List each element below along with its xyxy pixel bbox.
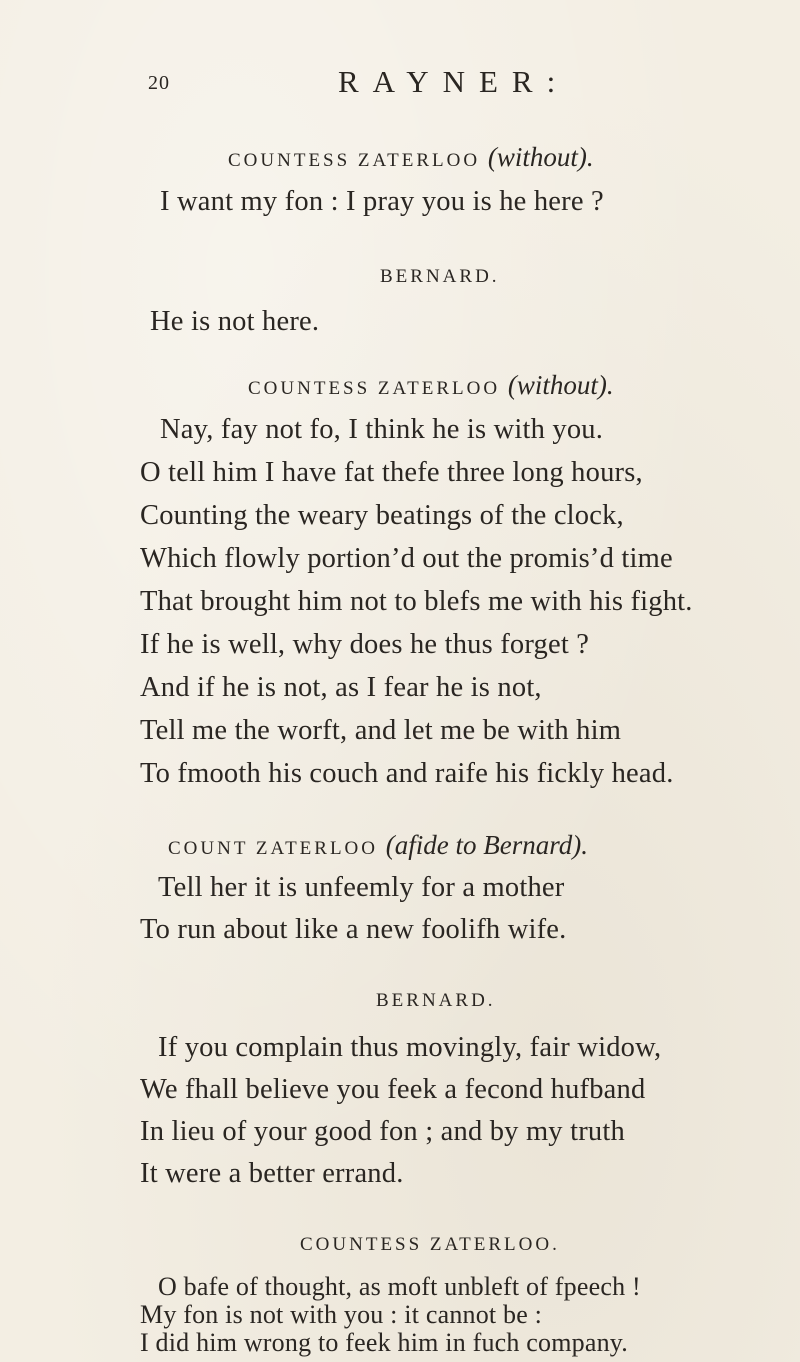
verse-line: In lieu of your good fon ; and by my truth: [140, 1116, 625, 1147]
verse-line: If you complain thus movingly, fair widow,: [158, 1032, 662, 1063]
stage-direction: (afide to Bernard).: [385, 830, 588, 860]
verse-line: He is not here.: [150, 306, 320, 337]
verse-line: O tell him I have fat thefe three long hours,: [140, 457, 643, 488]
speaker-heading: [300, 1234, 560, 1256]
verse-line: To fmooth his couch and raife his fickly head.: [140, 758, 674, 789]
stage-direction: (without).: [487, 142, 594, 172]
speaker-name: COUNT ZATERLOO: [168, 838, 379, 859]
verse-line: Nay, fay not fo, I think he is with you.: [160, 414, 604, 445]
page-number: 20: [148, 72, 170, 94]
speaker-heading: [376, 990, 496, 1012]
stage-direction: (without).: [507, 370, 614, 400]
verse-line: That brought him not to blefs me with his fight.: [140, 586, 693, 617]
verse-line: We fhall believe you feek a fecond hufband: [140, 1074, 646, 1105]
verse-line: It were a better errand.: [140, 1158, 404, 1189]
speaker-name: BERNARD.: [380, 266, 500, 287]
verse-line: Tell her it is unfeemly for a mother: [158, 872, 565, 903]
verse-line: O bafe of thought, as moft unbleft of fpeech !: [158, 1272, 641, 1301]
speaker-name: COUNTESS ZATERLOO.: [300, 1234, 560, 1255]
running-head: [148, 64, 568, 104]
speaker-heading: [228, 142, 594, 173]
verse-line: To run about like a new foolifh wife.: [140, 914, 567, 945]
verse-line: Which flowly portion’d out the promis’d time: [140, 543, 673, 574]
speaker-name: BERNARD.: [376, 990, 496, 1011]
speaker-heading: [168, 830, 588, 861]
verse-line: I did him wrong to feek him in fuch company.: [140, 1328, 629, 1357]
verse-line: My fon is not with you : it cannot be :: [140, 1300, 543, 1329]
verse-line: Counting the weary beatings of the clock,: [140, 500, 624, 531]
speaker-name: COUNTESS ZATERLOO: [228, 150, 481, 171]
speaker-name: COUNTESS ZATERLOO: [248, 378, 501, 399]
speaker-heading: [380, 266, 500, 288]
verse-line: If he is well, why does he thus forget ?: [140, 629, 590, 660]
speaker-heading: [248, 370, 614, 401]
verse-line: Tell me the worft, and let me be with him: [140, 715, 622, 746]
verse-line: And if he is not, as I fear he is not,: [140, 672, 542, 703]
verse-line: I want my fon : I pray you is he here ?: [160, 186, 604, 217]
running-title: RAYNER:: [338, 64, 570, 99]
